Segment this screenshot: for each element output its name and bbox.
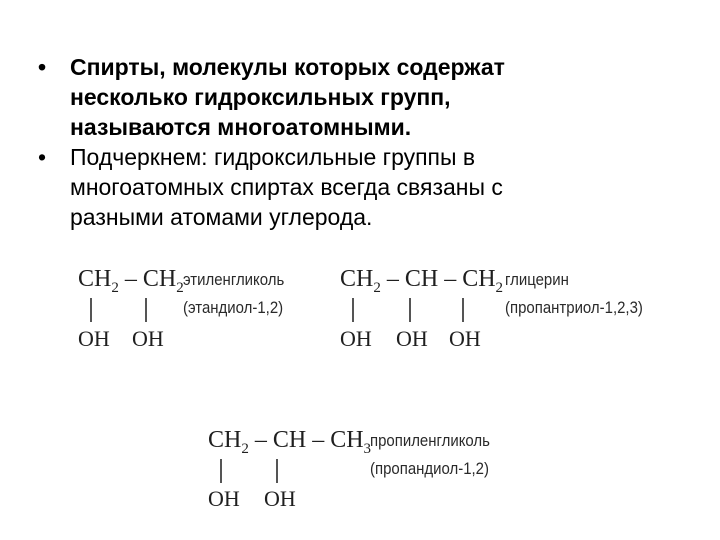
compound-iupac-name: (пропантриол-1,2,3) xyxy=(505,298,643,317)
bullet-note xyxy=(38,142,678,232)
bond-line xyxy=(276,459,278,483)
bond-line xyxy=(462,298,464,322)
hydroxyl-group: OH xyxy=(208,486,240,511)
bullet-marker: • xyxy=(38,144,47,170)
bullet-list xyxy=(38,52,678,232)
structural-formula: $CH_2$ – CH – $CH_2$ xyxy=(340,266,504,296)
hydroxyl-group: OH xyxy=(78,326,110,351)
compound-iupac-name: (этандиол-1,2) xyxy=(183,298,284,317)
bullet-line: разными атомами углерода. xyxy=(70,204,373,230)
hydroxyl-group: OH xyxy=(449,326,481,351)
bond-line xyxy=(220,459,222,483)
bullet-line: многоатомных спиртах всегда связаны с xyxy=(70,174,503,200)
structural-formula: $CH_2$ – CH – $CH_3$ xyxy=(208,427,372,457)
compound-name: этиленгликоль xyxy=(183,270,285,289)
bond-line xyxy=(409,298,411,322)
hydroxyl-group: OH xyxy=(264,486,296,511)
structural-formula: $CH_2 - CH_2$ xyxy=(78,266,184,296)
bullet-marker: • xyxy=(38,54,47,80)
hydroxyl-group: OH xyxy=(132,326,164,351)
bullet-line: несколько гидроксильных групп, xyxy=(70,84,451,110)
bullet-line: Подчеркнем: гидроксильные группы в xyxy=(70,144,476,170)
bond-line xyxy=(145,298,147,322)
bullet-definition xyxy=(38,52,678,142)
bond-line xyxy=(90,298,92,322)
bullet-line: называются многоатомными. xyxy=(70,114,412,140)
compound-name: глицерин xyxy=(505,270,569,289)
compound-name: пропиленгликоль xyxy=(370,431,490,450)
compound-iupac-name: (пропандиол-1,2) xyxy=(370,459,489,478)
bullet-line: Спирты, молекулы которых содержат xyxy=(70,54,505,80)
hydroxyl-group: OH xyxy=(340,326,372,351)
bond-line xyxy=(352,298,354,322)
hydroxyl-group: OH xyxy=(396,326,428,351)
